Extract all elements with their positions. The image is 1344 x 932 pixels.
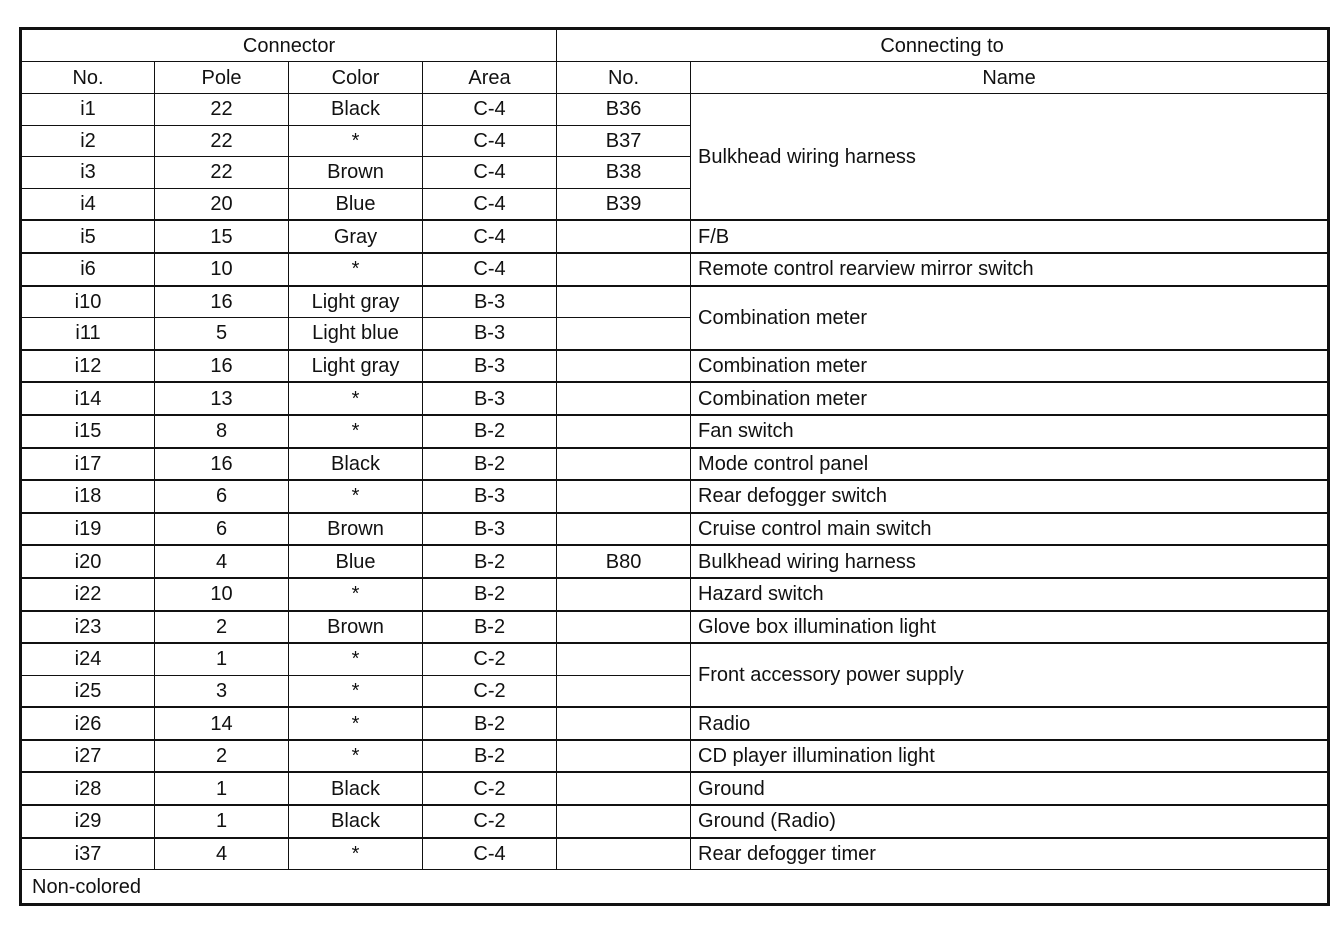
table-row <box>21 94 1329 126</box>
connector-no-cell: i11 <box>21 318 155 350</box>
table-row <box>21 415 1329 448</box>
table-row <box>21 448 1329 481</box>
pole-cell: 1 <box>155 805 289 838</box>
connector-no-cell: i4 <box>21 188 155 220</box>
connecting-no-cell: B80 <box>557 545 691 578</box>
connecting-no-cell <box>557 318 691 350</box>
col-header-pole: Pole <box>155 62 289 94</box>
area-cell: C-2 <box>423 643 557 675</box>
area-cell: C-4 <box>423 253 557 286</box>
connector-no-cell: i22 <box>21 578 155 611</box>
table-row <box>21 740 1329 773</box>
connector-no-cell: i10 <box>21 286 155 318</box>
area-cell: B-3 <box>423 350 557 383</box>
connector-no-cell: i6 <box>21 253 155 286</box>
color-cell: Gray <box>289 220 423 253</box>
pole-cell: 4 <box>155 545 289 578</box>
pole-cell: 15 <box>155 220 289 253</box>
area-cell: C-4 <box>423 220 557 253</box>
connector-no-cell: i12 <box>21 350 155 383</box>
connector-no-cell: i24 <box>21 643 155 675</box>
connector-no-cell: i23 <box>21 611 155 644</box>
connecting-name-cell: Fan switch <box>691 415 1329 448</box>
pole-cell: 5 <box>155 318 289 350</box>
table-row <box>21 513 1329 546</box>
pole-cell: 22 <box>155 125 289 157</box>
connecting-no-cell <box>557 772 691 805</box>
color-cell: Blue <box>289 188 423 220</box>
color-cell: Blue <box>289 545 423 578</box>
table-row <box>21 643 1329 675</box>
color-cell: * <box>289 480 423 513</box>
color-cell: Black <box>289 805 423 838</box>
connecting-name-cell: Remote control rearview mirror switch <box>691 253 1329 286</box>
connecting-no-cell <box>557 480 691 513</box>
connecting-no-cell: B37 <box>557 125 691 157</box>
pole-cell: 6 <box>155 513 289 546</box>
pole-cell: 3 <box>155 675 289 707</box>
color-cell: * <box>289 643 423 675</box>
connecting-no-cell <box>557 220 691 253</box>
color-cell: Brown <box>289 611 423 644</box>
group-header-row <box>21 29 1329 62</box>
connecting-name-cell: Bulkhead wiring harness <box>691 545 1329 578</box>
color-cell: Black <box>289 94 423 126</box>
connecting-name-cell: Ground (Radio) <box>691 805 1329 838</box>
pole-cell: 16 <box>155 286 289 318</box>
connecting-name-cell: Mode control panel <box>691 448 1329 481</box>
connecting-name-cell: Glove box illumination light <box>691 611 1329 644</box>
table-row <box>21 220 1329 253</box>
connector-no-cell: i27 <box>21 740 155 773</box>
connector-no-cell: i18 <box>21 480 155 513</box>
connecting-no-cell <box>557 286 691 318</box>
color-cell: * <box>289 415 423 448</box>
connector-no-cell: i37 <box>21 838 155 870</box>
color-cell: * <box>289 253 423 286</box>
color-cell: Brown <box>289 513 423 546</box>
area-cell: B-2 <box>423 578 557 611</box>
connector-no-cell: i29 <box>21 805 155 838</box>
pole-cell: 22 <box>155 94 289 126</box>
area-cell: B-2 <box>423 545 557 578</box>
connecting-no-cell: B36 <box>557 94 691 126</box>
connecting-no-cell <box>557 415 691 448</box>
area-cell: B-3 <box>423 513 557 546</box>
pole-cell: 16 <box>155 350 289 383</box>
col-header-color: Color <box>289 62 423 94</box>
area-cell: C-4 <box>423 188 557 220</box>
connecting-no-cell <box>557 448 691 481</box>
connecting-no-cell <box>557 611 691 644</box>
col-header-no: No. <box>21 62 155 94</box>
connector-no-cell: i17 <box>21 448 155 481</box>
pole-cell: 14 <box>155 707 289 740</box>
area-cell: C-4 <box>423 125 557 157</box>
area-cell: B-2 <box>423 415 557 448</box>
connecting-no-cell <box>557 740 691 773</box>
connecting-name-cell: Cruise control main switch <box>691 513 1329 546</box>
connector-no-cell: i2 <box>21 125 155 157</box>
table-row <box>21 253 1329 286</box>
col-header-area: Area <box>423 62 557 94</box>
pole-cell: 1 <box>155 772 289 805</box>
connecting-name-cell: F/B <box>691 220 1329 253</box>
col-header-name: Name <box>691 62 1329 94</box>
connecting-to-group-header: Connecting to <box>557 29 1329 62</box>
pole-cell: 2 <box>155 611 289 644</box>
table-row <box>21 545 1329 578</box>
area-cell: B-2 <box>423 448 557 481</box>
connecting-no-cell <box>557 350 691 383</box>
pole-cell: 8 <box>155 415 289 448</box>
pole-cell: 4 <box>155 838 289 870</box>
table-row <box>21 480 1329 513</box>
color-cell: * <box>289 382 423 415</box>
connector-no-cell: i26 <box>21 707 155 740</box>
color-cell: * <box>289 675 423 707</box>
area-cell: C-4 <box>423 157 557 189</box>
table-row <box>21 838 1329 870</box>
color-cell: * <box>289 125 423 157</box>
table-row <box>21 382 1329 415</box>
pole-cell: 13 <box>155 382 289 415</box>
area-cell: B-3 <box>423 480 557 513</box>
connecting-no-cell <box>557 578 691 611</box>
pole-cell: 20 <box>155 188 289 220</box>
col-header-to-no: No. <box>557 62 691 94</box>
connecting-name-cell: Rear defogger timer <box>691 838 1329 870</box>
connecting-name-cell: Combination meter <box>691 382 1329 415</box>
connecting-no-cell <box>557 707 691 740</box>
pole-cell: 2 <box>155 740 289 773</box>
pole-cell: 16 <box>155 448 289 481</box>
column-header-row <box>21 62 1329 94</box>
connector-no-cell: i25 <box>21 675 155 707</box>
pole-cell: 10 <box>155 253 289 286</box>
connector-no-cell: i28 <box>21 772 155 805</box>
area-cell: B-2 <box>423 740 557 773</box>
pole-cell: 10 <box>155 578 289 611</box>
color-cell: Black <box>289 448 423 481</box>
area-cell: B-2 <box>423 707 557 740</box>
area-cell: B-3 <box>423 382 557 415</box>
connecting-name-cell: Hazard switch <box>691 578 1329 611</box>
connector-no-cell: i1 <box>21 94 155 126</box>
color-cell: * <box>289 838 423 870</box>
area-cell: C-2 <box>423 772 557 805</box>
connecting-no-cell <box>557 513 691 546</box>
table-row <box>21 707 1329 740</box>
color-cell: Black <box>289 772 423 805</box>
connecting-name-cell: Bulkhead wiring harness <box>691 94 1329 221</box>
pole-cell: 1 <box>155 643 289 675</box>
table-row <box>21 805 1329 838</box>
footnote: Non-colored <box>21 870 1329 905</box>
footnote-row <box>21 870 1329 905</box>
connecting-no-cell <box>557 675 691 707</box>
color-cell: * <box>289 578 423 611</box>
pole-cell: 22 <box>155 157 289 189</box>
area-cell: B-2 <box>423 611 557 644</box>
connector-no-cell: i3 <box>21 157 155 189</box>
connecting-no-cell: B38 <box>557 157 691 189</box>
connecting-no-cell <box>557 838 691 870</box>
connecting-no-cell <box>557 253 691 286</box>
table-row <box>21 286 1329 318</box>
connector-group-header: Connector <box>21 29 557 62</box>
connector-no-cell: i14 <box>21 382 155 415</box>
connector-no-cell: i15 <box>21 415 155 448</box>
table-row <box>21 578 1329 611</box>
table-row <box>21 611 1329 644</box>
area-cell: C-4 <box>423 94 557 126</box>
area-cell: C-2 <box>423 805 557 838</box>
color-cell: Light blue <box>289 318 423 350</box>
connecting-no-cell: B39 <box>557 188 691 220</box>
connector-no-cell: i19 <box>21 513 155 546</box>
color-cell: Brown <box>289 157 423 189</box>
connecting-name-cell: Combination meter <box>691 286 1329 350</box>
connector-table <box>19 27 1330 906</box>
connecting-no-cell <box>557 382 691 415</box>
area-cell: C-4 <box>423 838 557 870</box>
color-cell: * <box>289 707 423 740</box>
connecting-name-cell: Ground <box>691 772 1329 805</box>
connecting-name-cell: CD player illumination light <box>691 740 1329 773</box>
table-row <box>21 350 1329 383</box>
connecting-name-cell: Front accessory power supply <box>691 643 1329 707</box>
connector-no-cell: i5 <box>21 220 155 253</box>
area-cell: C-2 <box>423 675 557 707</box>
connecting-name-cell: Rear defogger switch <box>691 480 1329 513</box>
connecting-no-cell <box>557 643 691 675</box>
connector-no-cell: i20 <box>21 545 155 578</box>
pole-cell: 6 <box>155 480 289 513</box>
color-cell: * <box>289 740 423 773</box>
connecting-no-cell <box>557 805 691 838</box>
connecting-name-cell: Radio <box>691 707 1329 740</box>
table-row <box>21 772 1329 805</box>
color-cell: Light gray <box>289 286 423 318</box>
color-cell: Light gray <box>289 350 423 383</box>
area-cell: B-3 <box>423 286 557 318</box>
connecting-name-cell: Combination meter <box>691 350 1329 383</box>
area-cell: B-3 <box>423 318 557 350</box>
